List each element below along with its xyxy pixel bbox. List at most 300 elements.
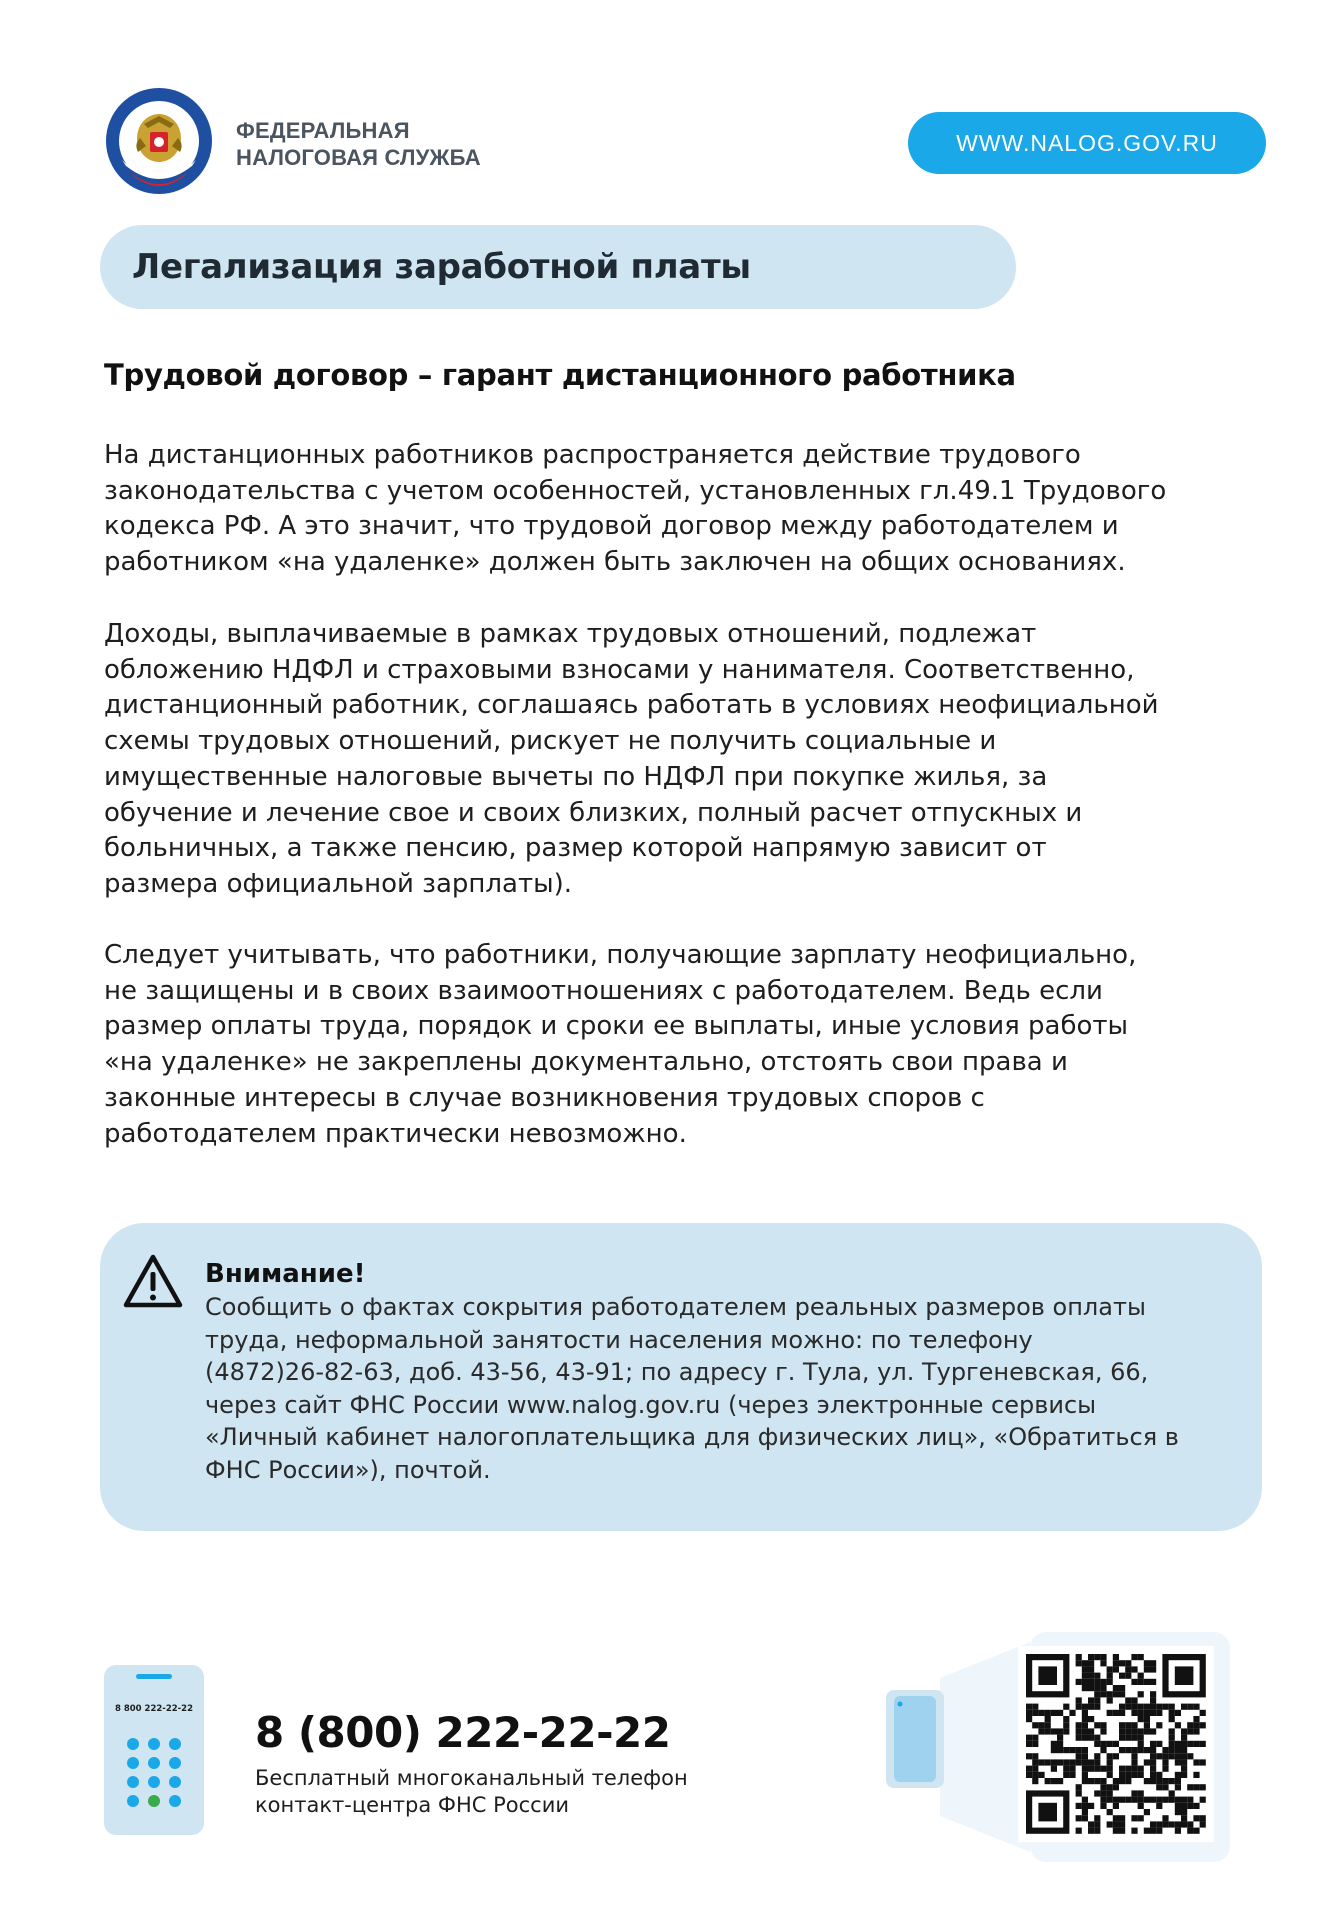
warning-line: ФНС России»), почтой. xyxy=(205,1455,491,1484)
qr-module xyxy=(1082,1673,1088,1679)
text-line: обложению НДФЛ и страховыми взносами у нанимателя. Соответственно, xyxy=(104,654,1135,685)
text-line: дистанционный работник, соглашаясь работать в условиях неофициальной xyxy=(104,690,1159,721)
qr-module xyxy=(1181,1766,1187,1772)
qr-module xyxy=(1063,1704,1069,1710)
qr-module xyxy=(1113,1685,1119,1691)
qr-module xyxy=(1057,1741,1063,1747)
qr-module xyxy=(1131,1722,1137,1728)
qr-module xyxy=(1119,1747,1125,1753)
qr-module xyxy=(1069,1747,1075,1753)
qr-module xyxy=(1026,1704,1032,1710)
qr-module xyxy=(1200,1759,1206,1765)
qr-module xyxy=(1144,1679,1150,1685)
qr-module xyxy=(1113,1778,1119,1784)
qr-module xyxy=(1094,1815,1100,1821)
qr-module xyxy=(1026,1753,1032,1759)
qr-module xyxy=(1144,1722,1150,1728)
qr-module xyxy=(1150,1710,1156,1716)
qr-module xyxy=(1156,1772,1162,1778)
qr-module xyxy=(1200,1710,1206,1716)
smartphone-icon xyxy=(104,1665,204,1835)
org-name-line2: НАЛОГОВАЯ СЛУЖБА xyxy=(236,145,481,170)
qr-module xyxy=(1175,1778,1181,1784)
qr-code-icon[interactable] xyxy=(880,1632,1230,1862)
qr-module xyxy=(1113,1784,1119,1790)
qr-module xyxy=(1187,1828,1193,1834)
qr-module xyxy=(1144,1809,1150,1815)
qr-module xyxy=(1094,1691,1100,1697)
qr-module xyxy=(1088,1759,1094,1765)
qr-module xyxy=(1057,1728,1063,1734)
qr-module xyxy=(1063,1722,1069,1728)
text-line: больничных, а также пенсию, размер которой напрямую зависит от xyxy=(104,833,1047,864)
qr-module xyxy=(1082,1753,1088,1759)
text-line: схемы трудовых отношений, рискует не получить социальные и xyxy=(104,726,997,757)
qr-module xyxy=(1069,1772,1075,1778)
qr-module xyxy=(1125,1704,1131,1710)
qr-module xyxy=(1076,1679,1082,1685)
qr-module xyxy=(1150,1691,1156,1697)
text-line: работодателем практически невозможно. xyxy=(104,1118,687,1149)
qr-module xyxy=(1150,1679,1156,1685)
qr-module xyxy=(1175,1803,1181,1809)
qr-module xyxy=(1169,1741,1175,1747)
qr-module xyxy=(1156,1704,1162,1710)
qr-module xyxy=(1193,1722,1199,1728)
qr-module xyxy=(1069,1766,1075,1772)
qr-module xyxy=(1138,1673,1144,1679)
qr-module xyxy=(1169,1753,1175,1759)
qr-module xyxy=(1082,1735,1088,1741)
qr-module xyxy=(1119,1710,1125,1716)
qr-module xyxy=(1094,1654,1100,1660)
qr-module xyxy=(1156,1753,1162,1759)
qr-module xyxy=(1150,1759,1156,1765)
qr-module xyxy=(1181,1735,1187,1741)
qr-module xyxy=(1063,1716,1069,1722)
qr-module xyxy=(1063,1766,1069,1772)
qr-module xyxy=(1082,1716,1088,1722)
qr-module xyxy=(1187,1704,1193,1710)
qr-module xyxy=(1138,1679,1144,1685)
qr-module xyxy=(1107,1784,1113,1790)
qr-module xyxy=(1088,1666,1094,1672)
qr-module xyxy=(1138,1728,1144,1734)
qr-module xyxy=(1107,1697,1113,1703)
warning-panel xyxy=(100,1223,1262,1531)
qr-module xyxy=(1150,1666,1156,1672)
qr-module xyxy=(1094,1753,1100,1759)
qr-module xyxy=(1156,1778,1162,1784)
qr-module xyxy=(1107,1797,1113,1803)
qr-module xyxy=(1125,1735,1131,1741)
qr-module xyxy=(1088,1735,1094,1741)
qr-module xyxy=(1100,1778,1106,1784)
qr-finder-center xyxy=(1038,1666,1057,1685)
qr-module xyxy=(1088,1778,1094,1784)
qr-module xyxy=(1156,1828,1162,1834)
qr-module xyxy=(1032,1772,1038,1778)
qr-module xyxy=(1107,1766,1113,1772)
qr-module xyxy=(1125,1666,1131,1672)
qr-module xyxy=(1181,1728,1187,1734)
qr-module xyxy=(1088,1766,1094,1772)
org-name xyxy=(236,117,481,171)
qr-module xyxy=(1193,1784,1199,1790)
qr-module xyxy=(1113,1691,1119,1697)
qr-module xyxy=(1175,1759,1181,1765)
qr-module xyxy=(1032,1735,1038,1741)
qr-module xyxy=(1119,1685,1125,1691)
qr-module xyxy=(1150,1821,1156,1827)
qr-module xyxy=(1138,1766,1144,1772)
qr-module xyxy=(1032,1778,1038,1784)
qr-module xyxy=(1144,1759,1150,1765)
qr-module xyxy=(1193,1704,1199,1710)
qr-module xyxy=(1200,1784,1206,1790)
qr-module xyxy=(1100,1790,1106,1796)
qr-module xyxy=(1131,1766,1137,1772)
qr-module xyxy=(1045,1710,1051,1716)
qr-module xyxy=(1094,1741,1100,1747)
qr-module xyxy=(1187,1821,1193,1827)
qr-module xyxy=(1193,1759,1199,1765)
qr-module xyxy=(1162,1821,1168,1827)
qr-module xyxy=(1045,1716,1051,1722)
qr-module xyxy=(1181,1815,1187,1821)
qr-module xyxy=(1032,1741,1038,1747)
qr-module xyxy=(1119,1797,1125,1803)
qr-finder-center xyxy=(1175,1666,1194,1685)
qr-module xyxy=(1107,1679,1113,1685)
qr-module xyxy=(1051,1741,1057,1747)
qr-module xyxy=(1094,1673,1100,1679)
qr-module xyxy=(1187,1722,1193,1728)
text-line: размер оплаты труда, порядок и сроки ее выплаты, иные условия работы xyxy=(104,1011,1129,1042)
qr-module xyxy=(1162,1747,1168,1753)
qr-module xyxy=(1156,1797,1162,1803)
qr-module xyxy=(1113,1797,1119,1803)
qr-module xyxy=(1175,1797,1181,1803)
qr-module xyxy=(1063,1772,1069,1778)
hotline-desc-line2: контакт-центра ФНС России xyxy=(255,1793,570,1817)
qr-module xyxy=(1200,1815,1206,1821)
qr-module xyxy=(1100,1679,1106,1685)
qr-module xyxy=(1113,1815,1119,1821)
qr-module xyxy=(1150,1660,1156,1666)
warning-line: труда, неформальной занятости населения можно: по телефону xyxy=(205,1325,1033,1354)
qr-module xyxy=(1107,1753,1113,1759)
qr-module xyxy=(1088,1673,1094,1679)
qr-module xyxy=(1100,1722,1106,1728)
qr-module xyxy=(1107,1741,1113,1747)
qr-module xyxy=(1175,1747,1181,1753)
qr-module xyxy=(1125,1722,1131,1728)
qr-module xyxy=(1200,1821,1206,1827)
qr-module xyxy=(1150,1772,1156,1778)
qr-module xyxy=(1026,1710,1032,1716)
qr-module xyxy=(1100,1660,1106,1666)
qr-module xyxy=(1131,1704,1137,1710)
qr-module xyxy=(1094,1828,1100,1834)
qr-module xyxy=(1131,1759,1137,1765)
qr-module xyxy=(1100,1741,1106,1747)
qr-module xyxy=(1156,1803,1162,1809)
warning-line: Сообщить о фактах сокрытия работодателем реальных размеров оплаты xyxy=(205,1293,1146,1321)
qr-module xyxy=(1119,1728,1125,1734)
qr-module xyxy=(1051,1728,1057,1734)
qr-module xyxy=(1138,1735,1144,1741)
qr-module xyxy=(1088,1803,1094,1809)
qr-module xyxy=(1094,1685,1100,1691)
paragraph-2 xyxy=(104,617,1254,903)
qr-module xyxy=(1162,1784,1168,1790)
qr-module xyxy=(1175,1809,1181,1815)
qr-module xyxy=(1131,1772,1137,1778)
qr-module xyxy=(1138,1772,1144,1778)
qr-module xyxy=(1076,1654,1082,1660)
qr-module xyxy=(1100,1685,1106,1691)
qr-module xyxy=(1138,1797,1144,1803)
qr-module xyxy=(1144,1747,1150,1753)
qr-module xyxy=(1150,1741,1156,1747)
hotline-number[interactable]: 8 (800) 222-22-22 xyxy=(255,1708,671,1757)
qr-module xyxy=(1162,1753,1168,1759)
qr-module xyxy=(1082,1728,1088,1734)
qr-module xyxy=(1051,1759,1057,1765)
qr-module xyxy=(1150,1747,1156,1753)
qr-module xyxy=(1119,1691,1125,1697)
text-line: На дистанционных работников распространяется действие трудового xyxy=(104,440,1081,470)
qr-module xyxy=(1026,1741,1032,1747)
qr-module xyxy=(1069,1759,1075,1765)
qr-module xyxy=(1094,1722,1100,1728)
qr-module xyxy=(1119,1735,1125,1741)
qr-module xyxy=(1032,1722,1038,1728)
qr-module xyxy=(1107,1666,1113,1672)
qr-module xyxy=(1082,1704,1088,1710)
qr-module xyxy=(1169,1797,1175,1803)
qr-module xyxy=(1113,1753,1119,1759)
qr-module xyxy=(1131,1747,1137,1753)
qr-module xyxy=(1100,1784,1106,1790)
qr-module xyxy=(1138,1790,1144,1796)
qr-module xyxy=(1144,1710,1150,1716)
qr-module xyxy=(1187,1728,1193,1734)
qr-module xyxy=(1088,1685,1094,1691)
qr-module xyxy=(1181,1753,1187,1759)
qr-module xyxy=(1088,1821,1094,1827)
qr-module xyxy=(1150,1728,1156,1734)
qr-module xyxy=(1131,1697,1137,1703)
qr-module xyxy=(1088,1654,1094,1660)
qr-module xyxy=(1069,1710,1075,1716)
qr-module xyxy=(1119,1821,1125,1827)
qr-module xyxy=(1026,1772,1032,1778)
qr-module xyxy=(1076,1828,1082,1834)
qr-module xyxy=(1187,1741,1193,1747)
qr-module xyxy=(1138,1704,1144,1710)
qr-module xyxy=(1175,1710,1181,1716)
qr-module xyxy=(1100,1797,1106,1803)
qr-module xyxy=(1082,1679,1088,1685)
qr-module xyxy=(1032,1710,1038,1716)
qr-module xyxy=(1051,1710,1057,1716)
qr-module xyxy=(1038,1772,1044,1778)
qr-module xyxy=(1138,1803,1144,1809)
qr-module xyxy=(1150,1704,1156,1710)
text-line: не защищены и в своих взаимоотношениях с работодателем. Ведь если xyxy=(104,975,1103,1006)
qr-module xyxy=(1131,1679,1137,1685)
qr-module xyxy=(1038,1722,1044,1728)
qr-module xyxy=(1131,1710,1137,1716)
qr-module xyxy=(1144,1660,1150,1666)
qr-module xyxy=(1138,1741,1144,1747)
qr-module xyxy=(1045,1722,1051,1728)
qr-module xyxy=(1076,1803,1082,1809)
title-banner xyxy=(100,225,1016,309)
qr-module xyxy=(1032,1759,1038,1765)
qr-module xyxy=(1082,1772,1088,1778)
qr-module xyxy=(1169,1735,1175,1741)
qr-module xyxy=(1045,1759,1051,1765)
qr-module xyxy=(1082,1809,1088,1815)
qr-module xyxy=(1119,1778,1125,1784)
qr-module xyxy=(1107,1759,1113,1765)
text-line: обучение и лечение свое и своих близких, полный расчет отпускных и xyxy=(104,797,1083,828)
qr-module xyxy=(1088,1828,1094,1834)
warning-line: (4872)26-82-63, доб. 43-56, 43-91; по адресу г. Тула, ул. Тургеневская, 66, xyxy=(205,1358,1149,1387)
qr-module xyxy=(1032,1704,1038,1710)
qr-module xyxy=(1063,1747,1069,1753)
qr-module xyxy=(1082,1803,1088,1809)
qr-module xyxy=(1113,1660,1119,1666)
qr-module xyxy=(1057,1710,1063,1716)
qr-module xyxy=(1169,1704,1175,1710)
qr-module xyxy=(1045,1728,1051,1734)
qr-module xyxy=(1162,1778,1168,1784)
qr-module xyxy=(1094,1759,1100,1765)
qr-module xyxy=(1082,1797,1088,1803)
qr-module xyxy=(1138,1716,1144,1722)
qr-module xyxy=(1144,1666,1150,1672)
qr-module xyxy=(1100,1747,1106,1753)
qr-module xyxy=(1193,1716,1199,1722)
qr-module xyxy=(1138,1747,1144,1753)
qr-module xyxy=(1150,1828,1156,1834)
qr-module xyxy=(1076,1735,1082,1741)
qr-module xyxy=(1138,1654,1144,1660)
qr-module xyxy=(1088,1697,1094,1703)
qr-module xyxy=(1200,1741,1206,1747)
qr-module xyxy=(1119,1815,1125,1821)
warning-title: Внимание! xyxy=(205,1259,366,1289)
qr-module xyxy=(1082,1685,1088,1691)
qr-module xyxy=(1156,1710,1162,1716)
qr-module xyxy=(1181,1821,1187,1827)
qr-module xyxy=(1125,1747,1131,1753)
qr-module xyxy=(1181,1797,1187,1803)
qr-module xyxy=(1138,1815,1144,1821)
qr-module xyxy=(1169,1716,1175,1722)
qr-module xyxy=(1144,1828,1150,1834)
qr-module xyxy=(1119,1828,1125,1834)
website-link-button[interactable]: WWW.NALOG.GOV.RU xyxy=(908,112,1266,174)
text-line: Доходы, выплачиваемые в рамках трудовых отношений, подлежат xyxy=(104,619,1037,649)
qr-module xyxy=(1107,1809,1113,1815)
paragraph-1 xyxy=(104,438,1254,581)
qr-module xyxy=(1162,1759,1168,1765)
section-subtitle: Трудовой договор – гарант дистанционного работника xyxy=(104,358,1016,392)
qr-module xyxy=(1169,1790,1175,1796)
qr-module xyxy=(1156,1722,1162,1728)
qr-module xyxy=(1057,1735,1063,1741)
warning-line: через сайт ФНС России www.nalog.gov.ru (через электронные сервисы xyxy=(205,1390,1097,1419)
qr-module xyxy=(1169,1778,1175,1784)
qr-module xyxy=(1113,1803,1119,1809)
qr-module xyxy=(1088,1660,1094,1666)
qr-module xyxy=(1113,1654,1119,1660)
qr-module xyxy=(1063,1759,1069,1765)
qr-module xyxy=(1193,1728,1199,1734)
qr-module xyxy=(1076,1722,1082,1728)
qr-module xyxy=(1131,1790,1137,1796)
fns-emblem-icon xyxy=(104,86,214,196)
qr-module xyxy=(1125,1697,1131,1703)
qr-module xyxy=(1076,1704,1082,1710)
qr-module xyxy=(1162,1704,1168,1710)
qr-module xyxy=(1169,1821,1175,1827)
org-name-line1: ФЕДЕРАЛЬНАЯ xyxy=(236,118,410,143)
qr-module xyxy=(1076,1728,1082,1734)
qr-module xyxy=(1057,1759,1063,1765)
qr-module xyxy=(1076,1784,1082,1790)
qr-module xyxy=(1094,1697,1100,1703)
qr-module xyxy=(1119,1673,1125,1679)
qr-module xyxy=(1131,1815,1137,1821)
qr-module xyxy=(1193,1803,1199,1809)
qr-module xyxy=(1144,1704,1150,1710)
qr-module xyxy=(1088,1716,1094,1722)
qr-module xyxy=(1032,1753,1038,1759)
text-line: размера официальной зарплаты). xyxy=(104,868,573,899)
text-line: имущественные налоговые вычеты по НДФЛ при покупке жилья, за xyxy=(104,761,1048,792)
qr-module xyxy=(1082,1759,1088,1765)
qr-module xyxy=(1082,1747,1088,1753)
qr-module xyxy=(1119,1766,1125,1772)
qr-module xyxy=(1131,1828,1137,1834)
qr-module xyxy=(1150,1766,1156,1772)
qr-module xyxy=(1175,1821,1181,1827)
qr-module xyxy=(1094,1704,1100,1710)
qr-module xyxy=(1193,1815,1199,1821)
qr-module xyxy=(1187,1797,1193,1803)
qr-module xyxy=(1131,1797,1137,1803)
qr-module xyxy=(1200,1722,1206,1728)
qr-module xyxy=(1082,1722,1088,1728)
qr-module xyxy=(1100,1728,1106,1734)
qr-module xyxy=(1181,1809,1187,1815)
qr-module xyxy=(1181,1741,1187,1747)
text-line: законные интересы в случае возникновения трудовых споров с xyxy=(104,1082,985,1113)
text-line: работником «на удаленке» должен быть заключен на общих основаниях. xyxy=(104,547,1126,578)
qr-module xyxy=(1094,1735,1100,1741)
text-line: Следует учитывать, что работники, получающие зарплату неофициально, xyxy=(104,940,1137,970)
qr-module xyxy=(1038,1728,1044,1734)
qr-module xyxy=(1181,1704,1187,1710)
qr-module xyxy=(1045,1778,1051,1784)
qr-module xyxy=(1082,1660,1088,1666)
